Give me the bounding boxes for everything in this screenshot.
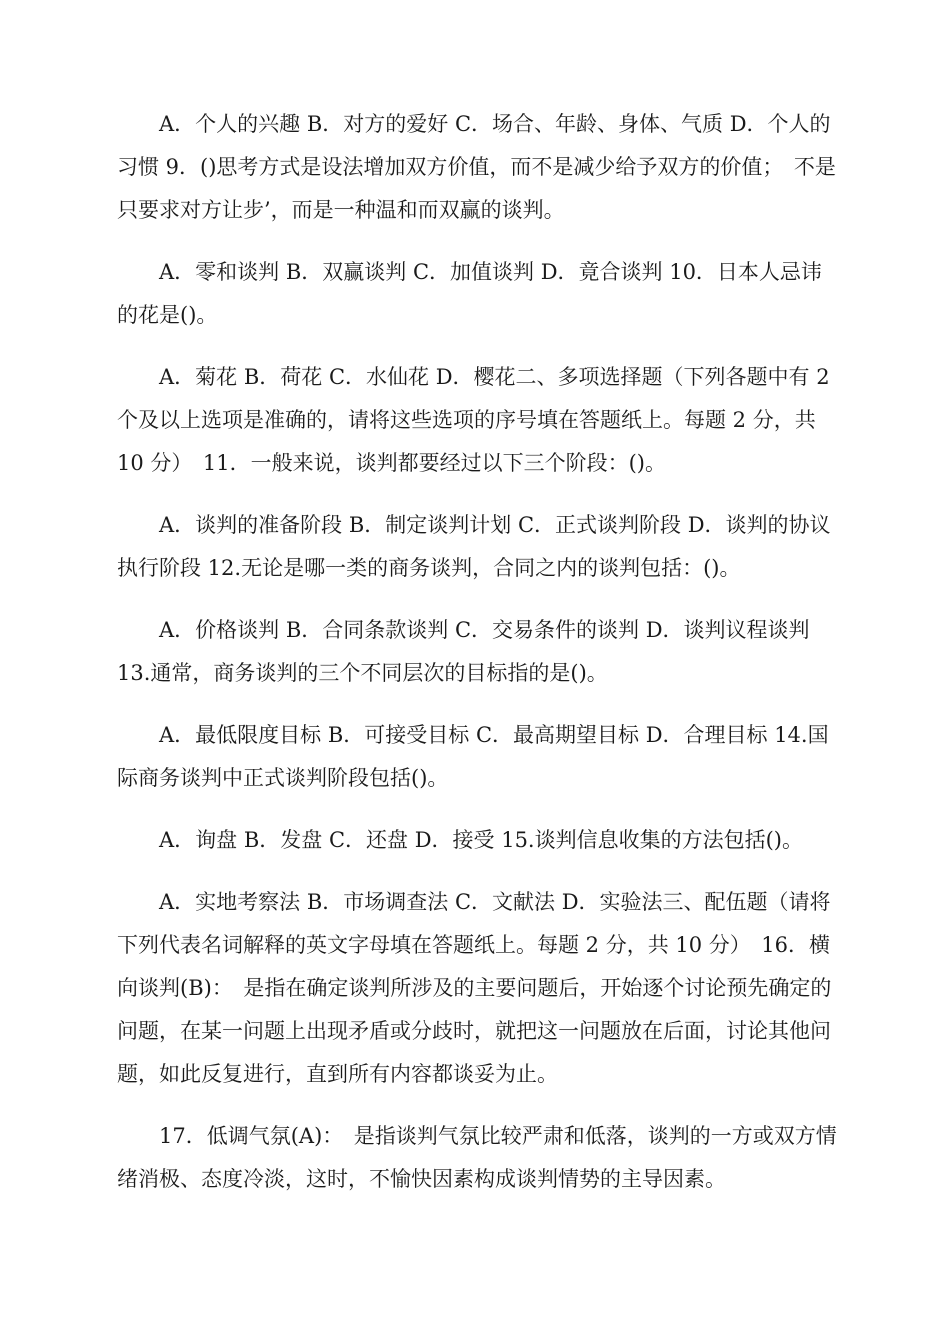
paragraph-6 [117, 714, 837, 800]
document-body [117, 103, 837, 1220]
paragraph-7 [117, 819, 837, 862]
paragraph-8-text: A．实地考察法 B．市场调查法 C．文献法 D．实验法三、配伍题（请将下列代表名词解释的英文字母填在答题纸上。每题 2 分，共 10 分） 16．横向谈判(B)： 是指在确定谈判所涉及的主要问题后，开始逐个讨论预先确定的问题，在某一问题上出现矛盾或分歧时，就把这一问题放在后面，讨论其他问题，如此反复进行，直到所有内容都谈妥为止。 [117, 890, 832, 1086]
paragraph-1 [117, 103, 837, 232]
paragraph-4 [117, 504, 837, 590]
paragraph-1-text: A．个人的兴趣 B．对方的爱好 C．场合、年龄、身体、气质 D．个人的习惯 9．()思考方式是设法增加双方价值，而不是减少给予双方的价值； 不是只要求对方让步’，而是一种温和而双赢的谈判。 [117, 112, 836, 222]
paragraph-4-text: A．谈判的准备阶段 B．制定谈判计划 C．正式谈判阶段 D．谈判的协议执行阶段 12.无论是哪一类的商务谈判，合同之内的谈判包括：()。 [117, 513, 831, 580]
paragraph-5-text: A．价格谈判 B．合同条款谈判 C．交易条件的谈判 D．谈判议程谈判 13.通常，商务谈判的三个不同层次的目标指的是()。 [117, 618, 810, 685]
paragraph-6-text: A．最低限度目标 B．可接受目标 C．最高期望目标 D．合理目标 14.国际商务谈判中正式谈判阶段包括()。 [117, 723, 829, 790]
paragraph-7-text: A．询盘 B．发盘 C．还盘 D．接受 15.谈判信息收集的方法包括()。 [159, 828, 803, 852]
paragraph-2 [117, 251, 837, 337]
paragraph-3-text: A．菊花 B．荷花 C．水仙花 D．樱花二、多项选择题（下列各题中有 2 个及以上选项是准确的，请将这些选项的序号填在答题纸上。每题 2 分，共 10 分） 11．一般来说，谈判都要经过以下三个阶段：()。 [117, 365, 830, 475]
paragraph-5 [117, 609, 837, 695]
paragraph-2-text: A．零和谈判 B．双赢谈判 C．加值谈判 D．竟合谈判 10．日本人忌讳的花是()。 [117, 260, 822, 327]
paragraph-3 [117, 356, 837, 485]
paragraph-9-text: 17．低调气氛(A)： 是指谈判气氛比较严肃和低落，谈判的一方或双方情绪消极、态度冷淡，这时，不愉快因素构成谈判情势的主导因素。 [117, 1124, 837, 1191]
paragraph-9 [117, 1115, 837, 1201]
paragraph-8 [117, 881, 837, 1096]
